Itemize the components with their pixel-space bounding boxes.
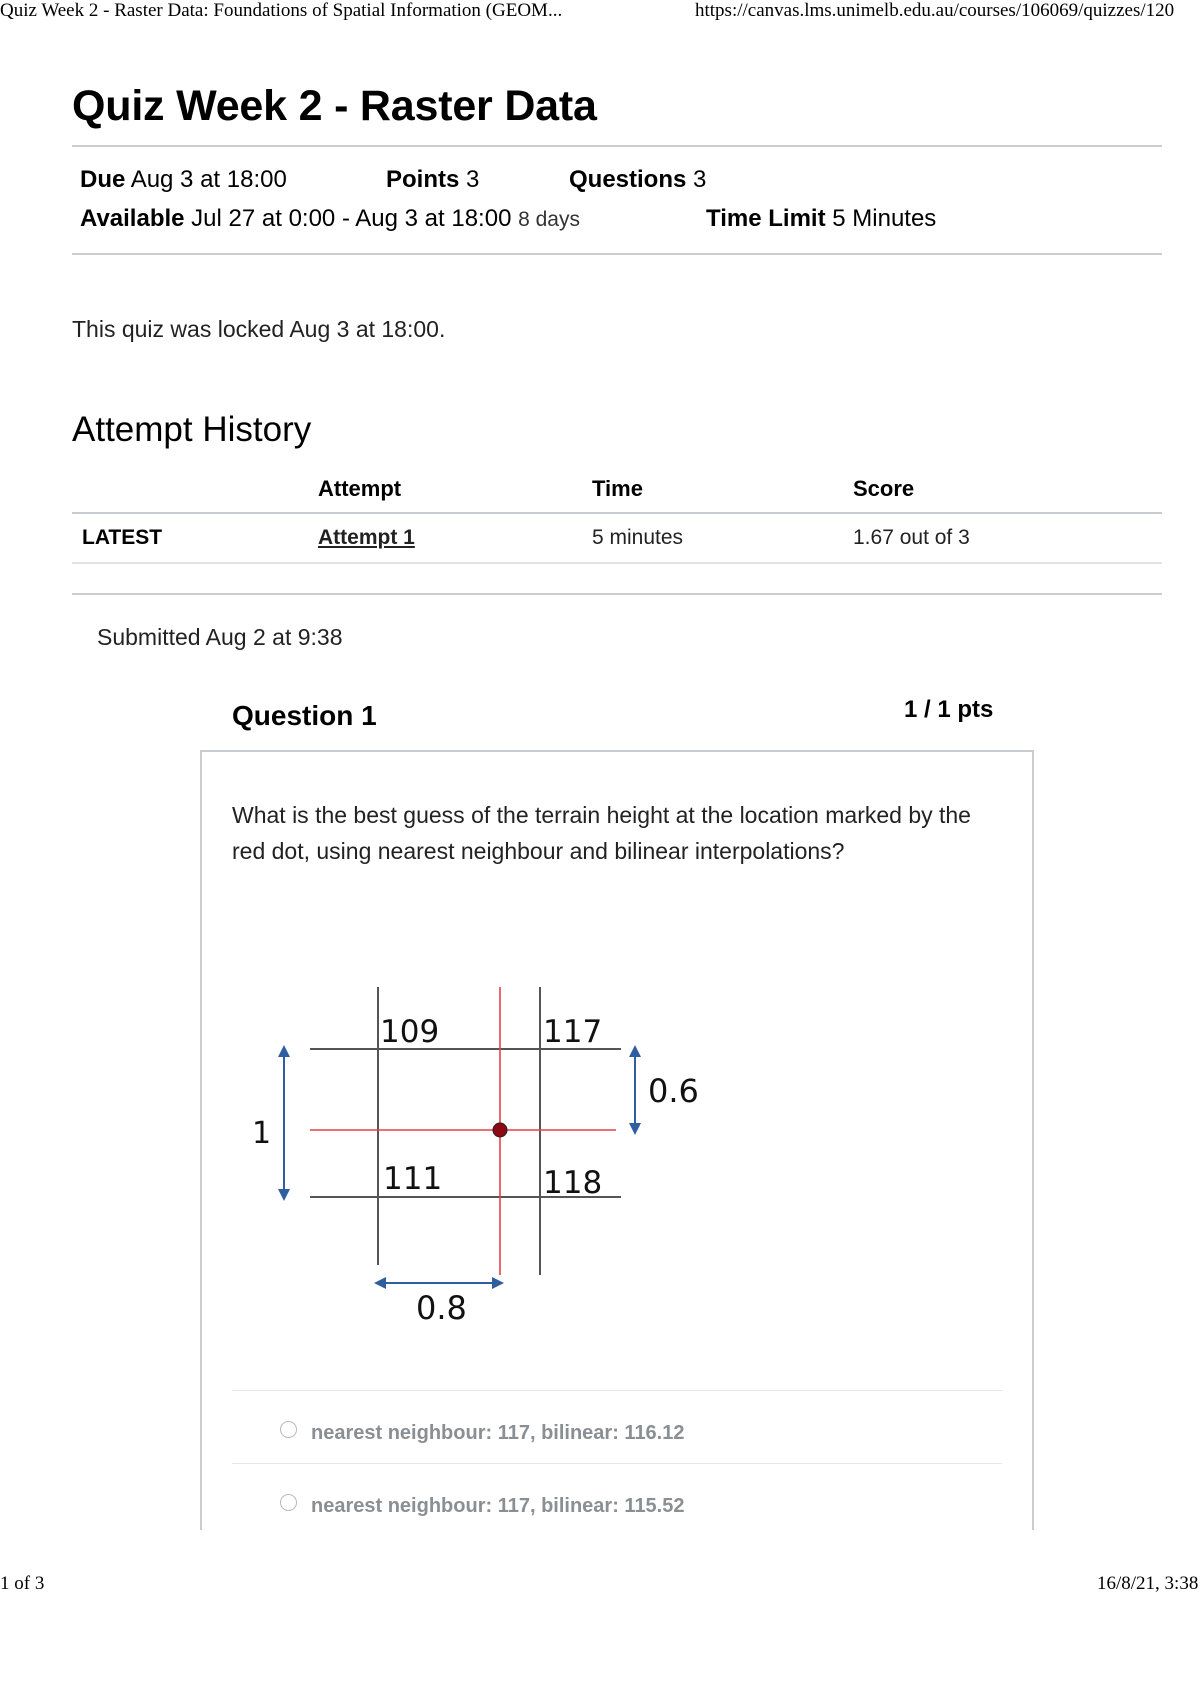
radio-button[interactable] bbox=[280, 1494, 297, 1511]
attempt-score: 1.67 out of 3 bbox=[853, 526, 970, 549]
answer-label: nearest neighbour: 117, bilinear: 115.52 bbox=[311, 1495, 685, 1517]
quiz-meta-row-2 bbox=[80, 205, 937, 233]
due-info bbox=[80, 166, 287, 193]
time-limit-info bbox=[706, 205, 936, 233]
questions-value: 3 bbox=[693, 166, 707, 193]
row-rule bbox=[72, 562, 1162, 564]
question-title: Question 1 bbox=[232, 700, 377, 731]
divider bbox=[72, 253, 1162, 255]
time-limit-label: Time Limit bbox=[706, 205, 826, 232]
answer-label: nearest neighbour: 117, bilinear: 116.12 bbox=[311, 1422, 685, 1444]
question-points: 1 / 1 pts bbox=[904, 696, 994, 723]
points-info bbox=[386, 166, 479, 194]
print-header-title: Quiz Week 2 - Raster Data: Foundations of Spatial Information (GEOM... bbox=[0, 0, 563, 21]
cell-size-label: 1 bbox=[252, 1116, 272, 1151]
questions-label: Questions bbox=[569, 166, 687, 193]
divider bbox=[72, 145, 1162, 147]
submitted-info: Submitted Aug 2 at 9:38 bbox=[97, 624, 343, 650]
points-value: 3 bbox=[466, 166, 480, 193]
radio-button[interactable] bbox=[280, 1421, 297, 1438]
dy-label: 0.6 bbox=[648, 1072, 699, 1110]
available-label: Available bbox=[80, 205, 185, 232]
due-value: Aug 3 at 18:00 bbox=[130, 166, 287, 193]
print-header-url: https://canvas.lms.unimelb.edu.au/courses/106069/quizzes/120 bbox=[695, 0, 1175, 21]
available-value: Jul 27 at 0:00 - Aug 3 at 18:00 bbox=[191, 205, 512, 232]
page-count: 1 of 3 bbox=[0, 1573, 45, 1594]
points-label: Points bbox=[386, 166, 460, 193]
questions-info bbox=[569, 166, 706, 194]
red-dot-marker bbox=[493, 1123, 507, 1137]
print-footer bbox=[0, 1573, 1200, 1599]
question-text: What is the best guess of the terrain height at the location marked by the red dot, using nearest neighbour and bilinear interpolations? bbox=[232, 802, 971, 864]
divider bbox=[72, 593, 1162, 595]
value-bottom-left: 111 bbox=[383, 1161, 443, 1197]
column-header-score: Score bbox=[853, 476, 915, 501]
attempt-time: 5 minutes bbox=[592, 526, 684, 549]
latest-tag: LATEST bbox=[82, 526, 163, 549]
print-header bbox=[0, 0, 1200, 26]
value-bottom-right: 118 bbox=[543, 1165, 603, 1201]
value-top-left: 109 bbox=[380, 1014, 440, 1050]
interpolation-diagram bbox=[230, 975, 730, 1335]
attempt-history-heading: Attempt History bbox=[72, 410, 312, 449]
value-top-right: 117 bbox=[543, 1014, 603, 1050]
column-header-time: Time bbox=[592, 476, 643, 501]
due-label: Due bbox=[80, 166, 126, 193]
print-timestamp: 16/8/21, 3:38 bbox=[1097, 1573, 1199, 1594]
page-title: Quiz Week 2 - Raster Data bbox=[72, 82, 597, 130]
time-limit-value: 5 Minutes bbox=[832, 205, 937, 232]
header-rule bbox=[72, 512, 1162, 514]
available-info bbox=[80, 205, 580, 232]
locked-notice: This quiz was locked Aug 3 at 18:00. bbox=[72, 316, 446, 342]
available-days: 8 days bbox=[518, 208, 580, 231]
attempt-link[interactable]: Attempt 1 bbox=[318, 526, 415, 549]
answer-option[interactable] bbox=[232, 1390, 1002, 1461]
dx-label: 0.8 bbox=[416, 1289, 467, 1327]
column-header-attempt: Attempt bbox=[318, 476, 402, 501]
answer-option[interactable] bbox=[232, 1463, 1002, 1534]
quiz-meta-row-1 bbox=[80, 166, 707, 194]
